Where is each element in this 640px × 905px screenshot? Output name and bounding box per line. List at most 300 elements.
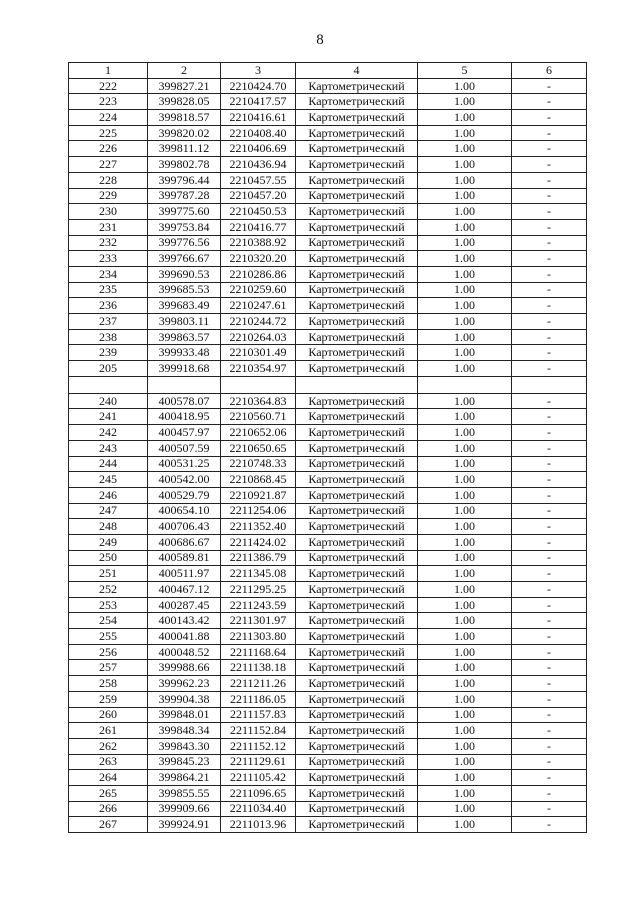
y-coordinate-cell: 2210388.92 — [221, 235, 296, 251]
table-row — [69, 629, 587, 645]
description-cell: - — [512, 393, 587, 409]
x-coordinate-cell: 399818.57 — [148, 110, 221, 126]
accuracy-cell: 1.00 — [418, 440, 512, 456]
table-row — [69, 440, 587, 456]
table-row — [69, 266, 587, 282]
method-cell: Картометрический — [296, 298, 418, 314]
description-cell: - — [512, 534, 587, 550]
table-row — [69, 251, 587, 267]
description-cell: - — [512, 298, 587, 314]
description-cell: - — [512, 472, 587, 488]
point-number-cell: 236 — [69, 298, 148, 314]
y-coordinate-cell: 2211254.06 — [221, 503, 296, 519]
point-number-cell: 205 — [69, 361, 148, 377]
method-cell: Картометрический — [296, 188, 418, 204]
table-row — [69, 613, 587, 629]
empty-cell — [512, 376, 587, 393]
accuracy-cell: 1.00 — [418, 550, 512, 566]
x-coordinate-cell: 400578.07 — [148, 393, 221, 409]
y-coordinate-cell: 2211034.40 — [221, 801, 296, 817]
point-number-cell: 255 — [69, 629, 148, 645]
method-cell: Картометрический — [296, 487, 418, 503]
description-cell: - — [512, 754, 587, 770]
table-row — [69, 425, 587, 441]
x-coordinate-cell: 400467.12 — [148, 582, 221, 598]
x-coordinate-cell: 399690.53 — [148, 266, 221, 282]
point-number-cell: 224 — [69, 110, 148, 126]
table-row — [69, 345, 587, 361]
table-row — [69, 393, 587, 409]
table-row — [69, 329, 587, 345]
accuracy-cell: 1.00 — [418, 723, 512, 739]
x-coordinate-cell: 399843.30 — [148, 738, 221, 754]
description-cell: - — [512, 770, 587, 786]
y-coordinate-cell: 2211386.79 — [221, 550, 296, 566]
accuracy-cell: 1.00 — [418, 329, 512, 345]
y-coordinate-cell: 2210424.70 — [221, 78, 296, 94]
method-cell: Картометрический — [296, 472, 418, 488]
description-cell: - — [512, 110, 587, 126]
accuracy-cell: 1.00 — [418, 235, 512, 251]
accuracy-cell: 1.00 — [418, 582, 512, 598]
description-cell: - — [512, 519, 587, 535]
column-header-5: 5 — [418, 63, 512, 79]
point-number-cell: 257 — [69, 660, 148, 676]
method-cell: Картометрический — [296, 550, 418, 566]
point-number-cell: 245 — [69, 472, 148, 488]
accuracy-cell: 1.00 — [418, 503, 512, 519]
method-cell: Картометрический — [296, 817, 418, 833]
description-cell: - — [512, 487, 587, 503]
table-row — [69, 519, 587, 535]
x-coordinate-cell: 399904.38 — [148, 691, 221, 707]
description-cell: - — [512, 503, 587, 519]
description-cell: - — [512, 157, 587, 173]
y-coordinate-cell: 2210921.87 — [221, 487, 296, 503]
table-row — [69, 691, 587, 707]
table-row — [69, 110, 587, 126]
point-number-cell: 232 — [69, 235, 148, 251]
description-cell: - — [512, 629, 587, 645]
y-coordinate-cell: 2210416.77 — [221, 219, 296, 235]
y-coordinate-cell: 2211152.84 — [221, 723, 296, 739]
point-number-cell: 230 — [69, 204, 148, 220]
method-cell: Картометрический — [296, 425, 418, 441]
accuracy-cell: 1.00 — [418, 613, 512, 629]
table-row — [69, 817, 587, 833]
y-coordinate-cell: 2210406.69 — [221, 141, 296, 157]
method-cell: Картометрический — [296, 172, 418, 188]
y-coordinate-cell: 2210457.20 — [221, 188, 296, 204]
accuracy-cell: 1.00 — [418, 188, 512, 204]
y-coordinate-cell: 2211295.25 — [221, 582, 296, 598]
x-coordinate-cell: 399848.34 — [148, 723, 221, 739]
x-coordinate-cell: 399933.48 — [148, 345, 221, 361]
point-number-cell: 242 — [69, 425, 148, 441]
x-coordinate-cell: 399820.02 — [148, 125, 221, 141]
y-coordinate-cell: 2211303.80 — [221, 629, 296, 645]
y-coordinate-cell: 2211096.65 — [221, 785, 296, 801]
method-cell: Картометрический — [296, 235, 418, 251]
y-coordinate-cell: 2211129.61 — [221, 754, 296, 770]
method-cell: Картометрический — [296, 110, 418, 126]
table-row — [69, 188, 587, 204]
y-coordinate-cell: 2210408.40 — [221, 125, 296, 141]
x-coordinate-cell: 399776.56 — [148, 235, 221, 251]
point-number-cell: 222 — [69, 78, 148, 94]
y-coordinate-cell: 2210364.83 — [221, 393, 296, 409]
description-cell: - — [512, 597, 587, 613]
x-coordinate-cell: 400507.59 — [148, 440, 221, 456]
y-coordinate-cell: 2210457.55 — [221, 172, 296, 188]
y-coordinate-cell: 2211243.59 — [221, 597, 296, 613]
y-coordinate-cell: 2210354.97 — [221, 361, 296, 377]
table-row — [69, 94, 587, 110]
table-row — [69, 157, 587, 173]
method-cell: Картометрический — [296, 125, 418, 141]
column-header-1: 1 — [69, 63, 148, 79]
description-cell: - — [512, 188, 587, 204]
method-cell: Картометрический — [296, 219, 418, 235]
description-cell: - — [512, 456, 587, 472]
point-number-cell: 266 — [69, 801, 148, 817]
point-number-cell: 241 — [69, 409, 148, 425]
point-number-cell: 267 — [69, 817, 148, 833]
method-cell: Картометрический — [296, 629, 418, 645]
x-coordinate-cell: 399787.28 — [148, 188, 221, 204]
table-row — [69, 235, 587, 251]
accuracy-cell: 1.00 — [418, 251, 512, 267]
description-cell: - — [512, 566, 587, 582]
accuracy-cell: 1.00 — [418, 770, 512, 786]
accuracy-cell: 1.00 — [418, 361, 512, 377]
description-cell: - — [512, 691, 587, 707]
point-number-cell: 223 — [69, 94, 148, 110]
point-number-cell: 252 — [69, 582, 148, 598]
method-cell: Картометрический — [296, 440, 418, 456]
accuracy-cell: 1.00 — [418, 644, 512, 660]
table-row — [69, 550, 587, 566]
method-cell: Картометрический — [296, 266, 418, 282]
table-row — [69, 582, 587, 598]
column-header-2: 2 — [148, 63, 221, 79]
y-coordinate-cell: 2210244.72 — [221, 314, 296, 330]
x-coordinate-cell: 399685.53 — [148, 282, 221, 298]
column-header-3: 3 — [221, 63, 296, 79]
table-body — [69, 78, 587, 832]
accuracy-cell: 1.00 — [418, 110, 512, 126]
x-coordinate-cell: 399811.12 — [148, 141, 221, 157]
point-number-cell: 228 — [69, 172, 148, 188]
x-coordinate-cell: 399909.66 — [148, 801, 221, 817]
accuracy-cell: 1.00 — [418, 707, 512, 723]
point-number-cell: 227 — [69, 157, 148, 173]
y-coordinate-cell: 2211186.05 — [221, 691, 296, 707]
table-row — [69, 314, 587, 330]
y-coordinate-cell: 2211105.42 — [221, 770, 296, 786]
x-coordinate-cell: 399827.21 — [148, 78, 221, 94]
method-cell: Картометрический — [296, 754, 418, 770]
empty-cell — [296, 376, 418, 393]
accuracy-cell: 1.00 — [418, 519, 512, 535]
method-cell: Картометрический — [296, 345, 418, 361]
point-number-cell: 253 — [69, 597, 148, 613]
point-number-cell: 249 — [69, 534, 148, 550]
table-row — [69, 801, 587, 817]
empty-cell — [418, 376, 512, 393]
description-cell: - — [512, 409, 587, 425]
x-coordinate-cell: 399845.23 — [148, 754, 221, 770]
table-row — [69, 707, 587, 723]
y-coordinate-cell: 2210320.20 — [221, 251, 296, 267]
x-coordinate-cell: 399683.49 — [148, 298, 221, 314]
description-cell: - — [512, 345, 587, 361]
table-row — [69, 282, 587, 298]
point-number-cell: 235 — [69, 282, 148, 298]
description-cell: - — [512, 440, 587, 456]
point-number-cell: 240 — [69, 393, 148, 409]
method-cell: Картометрический — [296, 361, 418, 377]
point-number-cell: 256 — [69, 644, 148, 660]
method-cell: Картометрический — [296, 707, 418, 723]
accuracy-cell: 1.00 — [418, 94, 512, 110]
accuracy-cell: 1.00 — [418, 425, 512, 441]
accuracy-cell: 1.00 — [418, 298, 512, 314]
method-cell: Картометрический — [296, 251, 418, 267]
method-cell: Картометрический — [296, 456, 418, 472]
accuracy-cell: 1.00 — [418, 219, 512, 235]
table-row — [69, 566, 587, 582]
accuracy-cell: 1.00 — [418, 204, 512, 220]
method-cell: Картометрический — [296, 94, 418, 110]
point-number-cell: 250 — [69, 550, 148, 566]
coordinates-table — [68, 62, 587, 833]
description-cell: - — [512, 204, 587, 220]
accuracy-cell: 1.00 — [418, 676, 512, 692]
x-coordinate-cell: 400287.45 — [148, 597, 221, 613]
description-cell: - — [512, 125, 587, 141]
y-coordinate-cell: 2211013.96 — [221, 817, 296, 833]
y-coordinate-cell: 2211138.18 — [221, 660, 296, 676]
table-row — [69, 676, 587, 692]
x-coordinate-cell: 400531.25 — [148, 456, 221, 472]
table-row — [69, 487, 587, 503]
description-cell: - — [512, 78, 587, 94]
x-coordinate-cell: 399918.68 — [148, 361, 221, 377]
table-row — [69, 534, 587, 550]
y-coordinate-cell: 2210301.49 — [221, 345, 296, 361]
x-coordinate-cell: 399855.55 — [148, 785, 221, 801]
x-coordinate-cell: 399802.78 — [148, 157, 221, 173]
table-row — [69, 597, 587, 613]
table-header — [69, 63, 587, 79]
x-coordinate-cell: 400418.95 — [148, 409, 221, 425]
accuracy-cell: 1.00 — [418, 78, 512, 94]
x-coordinate-cell: 399766.67 — [148, 251, 221, 267]
y-coordinate-cell: 2210416.61 — [221, 110, 296, 126]
y-coordinate-cell: 2211211.26 — [221, 676, 296, 692]
method-cell: Картометрический — [296, 534, 418, 550]
empty-cell — [69, 376, 148, 393]
empty-cell — [148, 376, 221, 393]
table-row — [69, 125, 587, 141]
y-coordinate-cell: 2210652.06 — [221, 425, 296, 441]
method-cell: Картометрический — [296, 157, 418, 173]
point-number-cell: 225 — [69, 125, 148, 141]
accuracy-cell: 1.00 — [418, 534, 512, 550]
point-number-cell: 261 — [69, 723, 148, 739]
table-row — [69, 738, 587, 754]
description-cell: - — [512, 94, 587, 110]
accuracy-cell: 1.00 — [418, 597, 512, 613]
point-number-cell: 247 — [69, 503, 148, 519]
contour-separator-row — [69, 376, 587, 393]
y-coordinate-cell: 2211168.64 — [221, 644, 296, 660]
x-coordinate-cell: 400529.79 — [148, 487, 221, 503]
description-cell: - — [512, 172, 587, 188]
accuracy-cell: 1.00 — [418, 157, 512, 173]
table-row — [69, 456, 587, 472]
method-cell: Картометрический — [296, 519, 418, 535]
description-cell: - — [512, 141, 587, 157]
point-number-cell: 243 — [69, 440, 148, 456]
x-coordinate-cell: 399753.84 — [148, 219, 221, 235]
x-coordinate-cell: 399863.57 — [148, 329, 221, 345]
method-cell: Картометрический — [296, 141, 418, 157]
accuracy-cell: 1.00 — [418, 785, 512, 801]
x-coordinate-cell: 399924.91 — [148, 817, 221, 833]
point-number-cell: 234 — [69, 266, 148, 282]
y-coordinate-cell: 2210286.86 — [221, 266, 296, 282]
x-coordinate-cell: 400143.42 — [148, 613, 221, 629]
accuracy-cell: 1.00 — [418, 660, 512, 676]
method-cell: Картометрический — [296, 78, 418, 94]
method-cell: Картометрический — [296, 723, 418, 739]
description-cell: - — [512, 723, 587, 739]
accuracy-cell: 1.00 — [418, 172, 512, 188]
y-coordinate-cell: 2211152.12 — [221, 738, 296, 754]
x-coordinate-cell: 399775.60 — [148, 204, 221, 220]
header-row — [69, 63, 587, 79]
y-coordinate-cell: 2210264.03 — [221, 329, 296, 345]
table-row — [69, 723, 587, 739]
description-cell: - — [512, 219, 587, 235]
accuracy-cell: 1.00 — [418, 456, 512, 472]
x-coordinate-cell: 400654.10 — [148, 503, 221, 519]
x-coordinate-cell: 400041.88 — [148, 629, 221, 645]
description-cell: - — [512, 266, 587, 282]
y-coordinate-cell: 2210650.65 — [221, 440, 296, 456]
description-cell: - — [512, 425, 587, 441]
description-cell: - — [512, 785, 587, 801]
x-coordinate-cell: 400457.97 — [148, 425, 221, 441]
method-cell: Картометрический — [296, 393, 418, 409]
table-row — [69, 141, 587, 157]
point-number-cell: 263 — [69, 754, 148, 770]
method-cell: Картометрический — [296, 785, 418, 801]
method-cell: Картометрический — [296, 597, 418, 613]
accuracy-cell: 1.00 — [418, 393, 512, 409]
y-coordinate-cell: 2210417.57 — [221, 94, 296, 110]
table-row — [69, 298, 587, 314]
y-coordinate-cell: 2210247.61 — [221, 298, 296, 314]
point-number-cell: 246 — [69, 487, 148, 503]
method-cell: Картометрический — [296, 691, 418, 707]
accuracy-cell: 1.00 — [418, 566, 512, 582]
method-cell: Картометрический — [296, 660, 418, 676]
method-cell: Картометрический — [296, 566, 418, 582]
accuracy-cell: 1.00 — [418, 817, 512, 833]
y-coordinate-cell: 2210748.33 — [221, 456, 296, 472]
accuracy-cell: 1.00 — [418, 282, 512, 298]
method-cell: Картометрический — [296, 503, 418, 519]
column-header-4: 4 — [296, 63, 418, 79]
method-cell: Картометрический — [296, 204, 418, 220]
accuracy-cell: 1.00 — [418, 314, 512, 330]
description-cell: - — [512, 707, 587, 723]
description-cell: - — [512, 738, 587, 754]
description-cell: - — [512, 329, 587, 345]
y-coordinate-cell: 2211345.08 — [221, 566, 296, 582]
method-cell: Картометрический — [296, 282, 418, 298]
y-coordinate-cell: 2210868.45 — [221, 472, 296, 488]
x-coordinate-cell: 399962.23 — [148, 676, 221, 692]
method-cell: Картометрический — [296, 770, 418, 786]
method-cell: Картометрический — [296, 676, 418, 692]
accuracy-cell: 1.00 — [418, 629, 512, 645]
point-number-cell: 244 — [69, 456, 148, 472]
table-row — [69, 78, 587, 94]
method-cell: Картометрический — [296, 582, 418, 598]
point-number-cell: 258 — [69, 676, 148, 692]
description-cell: - — [512, 282, 587, 298]
y-coordinate-cell: 2211301.97 — [221, 613, 296, 629]
x-coordinate-cell: 399988.66 — [148, 660, 221, 676]
table-row — [69, 503, 587, 519]
method-cell: Картометрический — [296, 329, 418, 345]
accuracy-cell: 1.00 — [418, 691, 512, 707]
table-row — [69, 472, 587, 488]
accuracy-cell: 1.00 — [418, 754, 512, 770]
y-coordinate-cell: 2211352.40 — [221, 519, 296, 535]
x-coordinate-cell: 400048.52 — [148, 644, 221, 660]
accuracy-cell: 1.00 — [418, 472, 512, 488]
point-number-cell: 226 — [69, 141, 148, 157]
description-cell: - — [512, 582, 587, 598]
point-number-cell: 239 — [69, 345, 148, 361]
description-cell: - — [512, 644, 587, 660]
x-coordinate-cell: 399828.05 — [148, 94, 221, 110]
accuracy-cell: 1.00 — [418, 801, 512, 817]
method-cell: Картометрический — [296, 644, 418, 660]
description-cell: - — [512, 817, 587, 833]
description-cell: - — [512, 314, 587, 330]
empty-cell — [221, 376, 296, 393]
point-number-cell: 260 — [69, 707, 148, 723]
x-coordinate-cell: 400542.00 — [148, 472, 221, 488]
point-number-cell: 233 — [69, 251, 148, 267]
method-cell: Картометрический — [296, 738, 418, 754]
column-header-6: 6 — [512, 63, 587, 79]
table-row — [69, 172, 587, 188]
accuracy-cell: 1.00 — [418, 345, 512, 361]
page-number: 8 — [316, 32, 324, 48]
method-cell: Картометрический — [296, 314, 418, 330]
table-row — [69, 219, 587, 235]
description-cell: - — [512, 676, 587, 692]
accuracy-cell: 1.00 — [418, 487, 512, 503]
description-cell: - — [512, 550, 587, 566]
